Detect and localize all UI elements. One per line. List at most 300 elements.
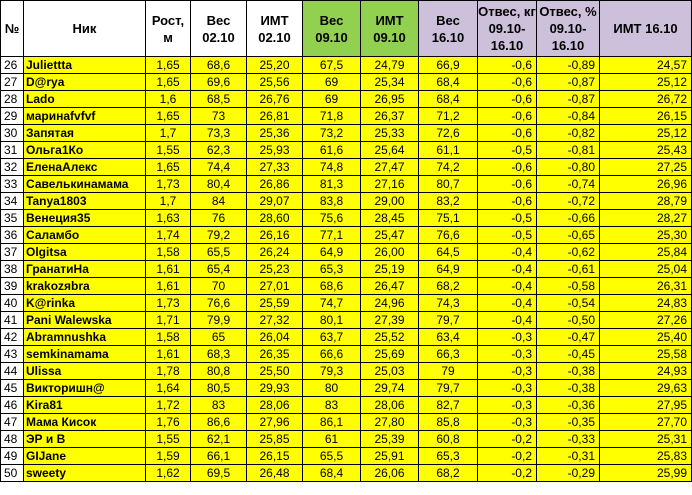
cell-weight-0210: 76 — [191, 210, 247, 227]
cell-weight-0210: 69,5 — [191, 465, 247, 482]
cell-bmi-1610: 25,83 — [600, 448, 692, 465]
cell-weight-0210: 73,3 — [191, 125, 247, 142]
cell-weight-0910: 68,4 — [303, 465, 361, 482]
cell-bmi-1610: 25,04 — [600, 261, 692, 278]
cell-weight-1610: 68,4 — [419, 74, 478, 91]
cell-bmi-0210: 27,33 — [247, 159, 303, 176]
cell-bmi-0210: 29,07 — [247, 193, 303, 210]
cell-loss-kg: -0,2 — [478, 465, 537, 482]
cell-loss-pct: -0,72 — [537, 193, 600, 210]
cell-weight-1610: 83,2 — [419, 193, 478, 210]
table-row — [1, 227, 692, 244]
cell-height: 1,72 — [146, 397, 191, 414]
cell-height: 1,61 — [146, 346, 191, 363]
cell-weight-0910: 77,1 — [303, 227, 361, 244]
cell-nick: Ulissa — [24, 363, 146, 380]
cell-weight-0910: 86,1 — [303, 414, 361, 431]
cell-nick: Pani Walewska — [24, 312, 146, 329]
table-body — [1, 57, 692, 482]
header-weight-0910: Вес 09.10 — [303, 1, 361, 57]
cell-bmi-0910: 26,06 — [361, 465, 419, 482]
cell-weight-0210: 80,4 — [191, 176, 247, 193]
cell-bmi-1610: 25,58 — [600, 346, 692, 363]
table-row — [1, 91, 692, 108]
cell-bmi-0210: 26,04 — [247, 329, 303, 346]
cell-bmi-0210: 29,93 — [247, 380, 303, 397]
cell-num: 28 — [1, 91, 24, 108]
cell-weight-1610: 79 — [419, 363, 478, 380]
cell-weight-0210: 80,8 — [191, 363, 247, 380]
table-row — [1, 448, 692, 465]
cell-nick: ЭР и В — [24, 431, 146, 448]
cell-nick: Abramnushka — [24, 329, 146, 346]
cell-nick: Запятая — [24, 125, 146, 142]
cell-weight-0910: 61 — [303, 431, 361, 448]
cell-weight-0910: 80 — [303, 380, 361, 397]
cell-num: 43 — [1, 346, 24, 363]
cell-height: 1,59 — [146, 448, 191, 465]
cell-bmi-1610: 26,15 — [600, 108, 692, 125]
table-row — [1, 210, 692, 227]
cell-height: 1,65 — [146, 159, 191, 176]
cell-nick: sweety — [24, 465, 146, 482]
cell-bmi-1610: 25,30 — [600, 227, 692, 244]
cell-nick: Tanya1803 — [24, 193, 146, 210]
cell-loss-pct: -0,82 — [537, 125, 600, 142]
table-row — [1, 363, 692, 380]
cell-loss-kg: -0,4 — [478, 261, 537, 278]
cell-height: 1,61 — [146, 261, 191, 278]
cell-weight-1610: 64,9 — [419, 261, 478, 278]
cell-weight-1610: 74,2 — [419, 159, 478, 176]
cell-bmi-1610: 28,79 — [600, 193, 692, 210]
cell-bmi-1610: 25,12 — [600, 74, 692, 91]
header-nick: Ник — [24, 1, 146, 57]
table-row — [1, 431, 692, 448]
cell-weight-0210: 76,6 — [191, 295, 247, 312]
cell-weight-0210: 66,1 — [191, 448, 247, 465]
cell-height: 1,64 — [146, 380, 191, 397]
cell-height: 1,63 — [146, 210, 191, 227]
cell-num: 49 — [1, 448, 24, 465]
cell-bmi-0210: 26,86 — [247, 176, 303, 193]
cell-loss-kg: -0,2 — [478, 431, 537, 448]
cell-weight-0910: 74,8 — [303, 159, 361, 176]
cell-bmi-1610: 24,83 — [600, 295, 692, 312]
table-row — [1, 278, 692, 295]
cell-weight-1610: 75,1 — [419, 210, 478, 227]
cell-num: 39 — [1, 278, 24, 295]
table-row — [1, 414, 692, 431]
cell-weight-0910: 71,8 — [303, 108, 361, 125]
cell-bmi-1610: 27,95 — [600, 397, 692, 414]
cell-loss-pct: -0,47 — [537, 329, 600, 346]
cell-loss-kg: -0,3 — [478, 346, 537, 363]
cell-weight-1610: 74,3 — [419, 295, 478, 312]
cell-weight-0910: 83 — [303, 397, 361, 414]
table-row — [1, 57, 692, 74]
cell-bmi-1610: 26,31 — [600, 278, 692, 295]
cell-weight-0910: 69 — [303, 91, 361, 108]
cell-weight-1610: 60,8 — [419, 431, 478, 448]
cell-nick: Викторишн@ — [24, 380, 146, 397]
cell-weight-0210: 65 — [191, 329, 247, 346]
cell-nick: Olgitsa — [24, 244, 146, 261]
cell-weight-1610: 61,1 — [419, 142, 478, 159]
cell-height: 1,65 — [146, 108, 191, 125]
cell-weight-1610: 79,7 — [419, 380, 478, 397]
table-row — [1, 142, 692, 159]
cell-loss-pct: -0,89 — [537, 57, 600, 74]
cell-bmi-0210: 28,60 — [247, 210, 303, 227]
cell-weight-0210: 80,5 — [191, 380, 247, 397]
cell-bmi-0910: 25,03 — [361, 363, 419, 380]
cell-loss-kg: -0,6 — [478, 57, 537, 74]
cell-weight-0910: 74,7 — [303, 295, 361, 312]
cell-loss-pct: -0,35 — [537, 414, 600, 431]
cell-loss-pct: -0,65 — [537, 227, 600, 244]
cell-bmi-0910: 26,00 — [361, 244, 419, 261]
cell-weight-0910: 80,1 — [303, 312, 361, 329]
cell-weight-0910: 66,6 — [303, 346, 361, 363]
cell-loss-kg: -0,3 — [478, 397, 537, 414]
table-row — [1, 125, 692, 142]
cell-weight-0210: 73 — [191, 108, 247, 125]
cell-nick: Мама Кисок — [24, 414, 146, 431]
cell-weight-0210: 86,6 — [191, 414, 247, 431]
cell-bmi-0910: 28,45 — [361, 210, 419, 227]
cell-num: 34 — [1, 193, 24, 210]
cell-nick: GIJane — [24, 448, 146, 465]
cell-bmi-0910: 24,96 — [361, 295, 419, 312]
cell-loss-kg: -0,5 — [478, 227, 537, 244]
cell-weight-0910: 65,3 — [303, 261, 361, 278]
cell-bmi-0910: 26,95 — [361, 91, 419, 108]
cell-nick: Juliettta — [24, 57, 146, 74]
cell-weight-0210: 79,9 — [191, 312, 247, 329]
cell-bmi-0210: 27,96 — [247, 414, 303, 431]
cell-weight-0910: 73,2 — [303, 125, 361, 142]
cell-num: 31 — [1, 142, 24, 159]
cell-num: 30 — [1, 125, 24, 142]
cell-bmi-0210: 26,81 — [247, 108, 303, 125]
cell-weight-1610: 72,6 — [419, 125, 478, 142]
cell-num: 29 — [1, 108, 24, 125]
cell-height: 1,58 — [146, 329, 191, 346]
cell-loss-pct: -0,33 — [537, 431, 600, 448]
cell-bmi-1610: 29,63 — [600, 380, 692, 397]
cell-height: 1,73 — [146, 295, 191, 312]
cell-bmi-0910: 25,91 — [361, 448, 419, 465]
cell-bmi-1610: 26,96 — [600, 176, 692, 193]
cell-num: 35 — [1, 210, 24, 227]
cell-loss-kg: -0,4 — [478, 312, 537, 329]
cell-weight-0910: 67,5 — [303, 57, 361, 74]
cell-weight-0210: 70 — [191, 278, 247, 295]
cell-weight-0910: 64,9 — [303, 244, 361, 261]
cell-bmi-0210: 27,01 — [247, 278, 303, 295]
cell-bmi-1610: 28,27 — [600, 210, 692, 227]
cell-weight-0210: 79,2 — [191, 227, 247, 244]
header-bmi-0910: ИМТ 09.10 — [361, 1, 419, 57]
cell-bmi-0910: 25,39 — [361, 431, 419, 448]
cell-bmi-1610: 25,12 — [600, 125, 692, 142]
cell-bmi-0210: 26,48 — [247, 465, 303, 482]
cell-loss-pct: -0,87 — [537, 91, 600, 108]
cell-weight-1610: 71,2 — [419, 108, 478, 125]
cell-weight-0910: 79,3 — [303, 363, 361, 380]
cell-bmi-0910: 28,06 — [361, 397, 419, 414]
cell-bmi-0910: 26,37 — [361, 108, 419, 125]
cell-bmi-1610: 25,84 — [600, 244, 692, 261]
table-row — [1, 176, 692, 193]
cell-weight-0210: 65,5 — [191, 244, 247, 261]
header-height: Рост, м — [146, 1, 191, 57]
cell-weight-0210: 68,3 — [191, 346, 247, 363]
cell-nick: Савелькинамама — [24, 176, 146, 193]
table-row — [1, 193, 692, 210]
cell-bmi-0910: 25,47 — [361, 227, 419, 244]
cell-weight-0210: 62,3 — [191, 142, 247, 159]
cell-num: 36 — [1, 227, 24, 244]
cell-weight-0910: 81,3 — [303, 176, 361, 193]
table-row — [1, 295, 692, 312]
header-row — [1, 1, 692, 57]
cell-loss-kg: -0,6 — [478, 91, 537, 108]
table-row — [1, 380, 692, 397]
cell-bmi-0210: 26,16 — [247, 227, 303, 244]
cell-weight-1610: 85,8 — [419, 414, 478, 431]
cell-weight-1610: 63,4 — [419, 329, 478, 346]
cell-bmi-0910: 25,69 — [361, 346, 419, 363]
cell-num: 45 — [1, 380, 24, 397]
cell-loss-kg: -0,2 — [478, 448, 537, 465]
cell-loss-kg: -0,4 — [478, 244, 537, 261]
cell-nick: Kira81 — [24, 397, 146, 414]
cell-height: 1,62 — [146, 465, 191, 482]
cell-bmi-1610: 25,99 — [600, 465, 692, 482]
cell-num: 48 — [1, 431, 24, 448]
cell-num: 38 — [1, 261, 24, 278]
cell-bmi-0910: 27,16 — [361, 176, 419, 193]
cell-bmi-0210: 27,32 — [247, 312, 303, 329]
cell-num: 50 — [1, 465, 24, 482]
cell-bmi-0210: 25,93 — [247, 142, 303, 159]
cell-bmi-1610: 27,25 — [600, 159, 692, 176]
cell-loss-kg: -0,6 — [478, 159, 537, 176]
header-bmi-0210: ИМТ 02.10 — [247, 1, 303, 57]
cell-height: 1,65 — [146, 57, 191, 74]
cell-bmi-0210: 25,85 — [247, 431, 303, 448]
cell-loss-kg: -0,6 — [478, 176, 537, 193]
cell-loss-pct: -0,45 — [537, 346, 600, 363]
header-loss-kg: Отвес, кг 09.10-16.10 — [478, 1, 537, 57]
cell-bmi-0910: 27,80 — [361, 414, 419, 431]
table-row — [1, 329, 692, 346]
table-row — [1, 261, 692, 278]
cell-loss-kg: -0,5 — [478, 210, 537, 227]
cell-bmi-0910: 25,64 — [361, 142, 419, 159]
cell-weight-0210: 84 — [191, 193, 247, 210]
cell-loss-kg: -0,6 — [478, 125, 537, 142]
cell-bmi-1610: 27,70 — [600, 414, 692, 431]
cell-height: 1,58 — [146, 244, 191, 261]
cell-loss-pct: -0,87 — [537, 74, 600, 91]
cell-height: 1,73 — [146, 176, 191, 193]
cell-bmi-1610: 24,57 — [600, 57, 692, 74]
cell-weight-1610: 65,3 — [419, 448, 478, 465]
cell-nick: ЕленаАлекс — [24, 159, 146, 176]
table-row — [1, 346, 692, 363]
cell-weight-0910: 65,5 — [303, 448, 361, 465]
cell-weight-1610: 68,4 — [419, 91, 478, 108]
cell-loss-pct: -0,31 — [537, 448, 600, 465]
header-weight-1610: Вес 16.10 — [419, 1, 478, 57]
cell-bmi-1610: 25,31 — [600, 431, 692, 448]
cell-num: 46 — [1, 397, 24, 414]
cell-num: 41 — [1, 312, 24, 329]
cell-weight-1610: 68,2 — [419, 465, 478, 482]
cell-weight-1610: 82,7 — [419, 397, 478, 414]
cell-nick: krakozяbra — [24, 278, 146, 295]
cell-bmi-0210: 25,59 — [247, 295, 303, 312]
cell-loss-kg: -0,6 — [478, 74, 537, 91]
cell-height: 1,55 — [146, 142, 191, 159]
cell-nick: Lado — [24, 91, 146, 108]
cell-weight-1610: 80,7 — [419, 176, 478, 193]
cell-loss-pct: -0,54 — [537, 295, 600, 312]
cell-bmi-0910: 27,47 — [361, 159, 419, 176]
cell-height: 1,7 — [146, 125, 191, 142]
cell-bmi-0910: 25,33 — [361, 125, 419, 142]
cell-weight-0910: 63,7 — [303, 329, 361, 346]
table-row — [1, 159, 692, 176]
cell-loss-pct: -0,29 — [537, 465, 600, 482]
cell-loss-pct: -0,38 — [537, 380, 600, 397]
header-weight-0210: Вес 02.10 — [191, 1, 247, 57]
cell-loss-kg: -0,4 — [478, 295, 537, 312]
cell-weight-1610: 66,3 — [419, 346, 478, 363]
cell-loss-pct: -0,84 — [537, 108, 600, 125]
cell-bmi-1610: 25,43 — [600, 142, 692, 159]
cell-bmi-0910: 25,34 — [361, 74, 419, 91]
cell-nick: Венеция35 — [24, 210, 146, 227]
table-row — [1, 465, 692, 482]
cell-bmi-1610: 24,93 — [600, 363, 692, 380]
cell-nick: маринаfvfvf — [24, 108, 146, 125]
cell-weight-0210: 68,6 — [191, 57, 247, 74]
cell-loss-kg: -0,6 — [478, 108, 537, 125]
header-loss-pct: Отвес, % 09.10-16.10 — [537, 1, 600, 57]
cell-weight-0210: 83 — [191, 397, 247, 414]
table-row — [1, 244, 692, 261]
cell-weight-1610: 66,9 — [419, 57, 478, 74]
cell-loss-pct: -0,62 — [537, 244, 600, 261]
cell-loss-kg: -0,3 — [478, 380, 537, 397]
cell-weight-0210: 68,5 — [191, 91, 247, 108]
cell-weight-0910: 61,6 — [303, 142, 361, 159]
cell-bmi-0910: 29,74 — [361, 380, 419, 397]
cell-nick: ГранатиНа — [24, 261, 146, 278]
cell-height: 1,61 — [146, 278, 191, 295]
cell-num: 37 — [1, 244, 24, 261]
cell-bmi-0210: 25,23 — [247, 261, 303, 278]
cell-loss-pct: -0,80 — [537, 159, 600, 176]
cell-loss-kg: -0,3 — [478, 414, 537, 431]
table-row — [1, 312, 692, 329]
cell-nick: K@rinka — [24, 295, 146, 312]
cell-weight-1610: 64,5 — [419, 244, 478, 261]
cell-height: 1,76 — [146, 414, 191, 431]
cell-bmi-0910: 25,19 — [361, 261, 419, 278]
cell-bmi-1610: 27,26 — [600, 312, 692, 329]
cell-weight-1610: 79,7 — [419, 312, 478, 329]
table-row — [1, 74, 692, 91]
cell-bmi-0210: 25,50 — [247, 363, 303, 380]
cell-bmi-0210: 28,06 — [247, 397, 303, 414]
cell-loss-pct: -0,74 — [537, 176, 600, 193]
header-bmi-1610: ИМТ 16.10 — [600, 1, 692, 57]
cell-loss-kg: -0,3 — [478, 363, 537, 380]
table-row — [1, 108, 692, 125]
cell-height: 1,65 — [146, 74, 191, 91]
cell-loss-pct: -0,36 — [537, 397, 600, 414]
cell-bmi-0910: 24,79 — [361, 57, 419, 74]
cell-height: 1,78 — [146, 363, 191, 380]
cell-bmi-0210: 25,56 — [247, 74, 303, 91]
header-num: № — [1, 1, 24, 57]
cell-loss-pct: -0,66 — [537, 210, 600, 227]
cell-height: 1,74 — [146, 227, 191, 244]
cell-nick: Ольга1Ко — [24, 142, 146, 159]
cell-bmi-0910: 25,52 — [361, 329, 419, 346]
cell-bmi-0210: 26,24 — [247, 244, 303, 261]
cell-bmi-0910: 29,00 — [361, 193, 419, 210]
cell-num: 42 — [1, 329, 24, 346]
cell-weight-0910: 75,6 — [303, 210, 361, 227]
cell-loss-pct: -0,58 — [537, 278, 600, 295]
cell-loss-kg: -0,3 — [478, 329, 537, 346]
cell-height: 1,71 — [146, 312, 191, 329]
cell-weight-1610: 76,6 — [419, 227, 478, 244]
cell-bmi-0910: 26,47 — [361, 278, 419, 295]
cell-num: 33 — [1, 176, 24, 193]
cell-weight-0910: 69 — [303, 74, 361, 91]
cell-bmi-0210: 25,36 — [247, 125, 303, 142]
cell-loss-pct: -0,81 — [537, 142, 600, 159]
cell-height: 1,6 — [146, 91, 191, 108]
cell-num: 44 — [1, 363, 24, 380]
cell-bmi-0210: 26,76 — [247, 91, 303, 108]
cell-weight-1610: 68,2 — [419, 278, 478, 295]
cell-num: 47 — [1, 414, 24, 431]
cell-weight-0210: 74,4 — [191, 159, 247, 176]
cell-weight-0910: 68,6 — [303, 278, 361, 295]
cell-num: 32 — [1, 159, 24, 176]
cell-nick: Саламбо — [24, 227, 146, 244]
cell-weight-0210: 65,4 — [191, 261, 247, 278]
cell-weight-0910: 83,8 — [303, 193, 361, 210]
cell-loss-pct: -0,38 — [537, 363, 600, 380]
cell-bmi-0210: 26,15 — [247, 448, 303, 465]
cell-loss-kg: -0,6 — [478, 193, 537, 210]
cell-loss-pct: -0,50 — [537, 312, 600, 329]
cell-loss-kg: -0,5 — [478, 142, 537, 159]
cell-bmi-0910: 27,39 — [361, 312, 419, 329]
cell-nick: D@rya — [24, 74, 146, 91]
cell-nick: semkinamama — [24, 346, 146, 363]
cell-bmi-0210: 25,20 — [247, 57, 303, 74]
